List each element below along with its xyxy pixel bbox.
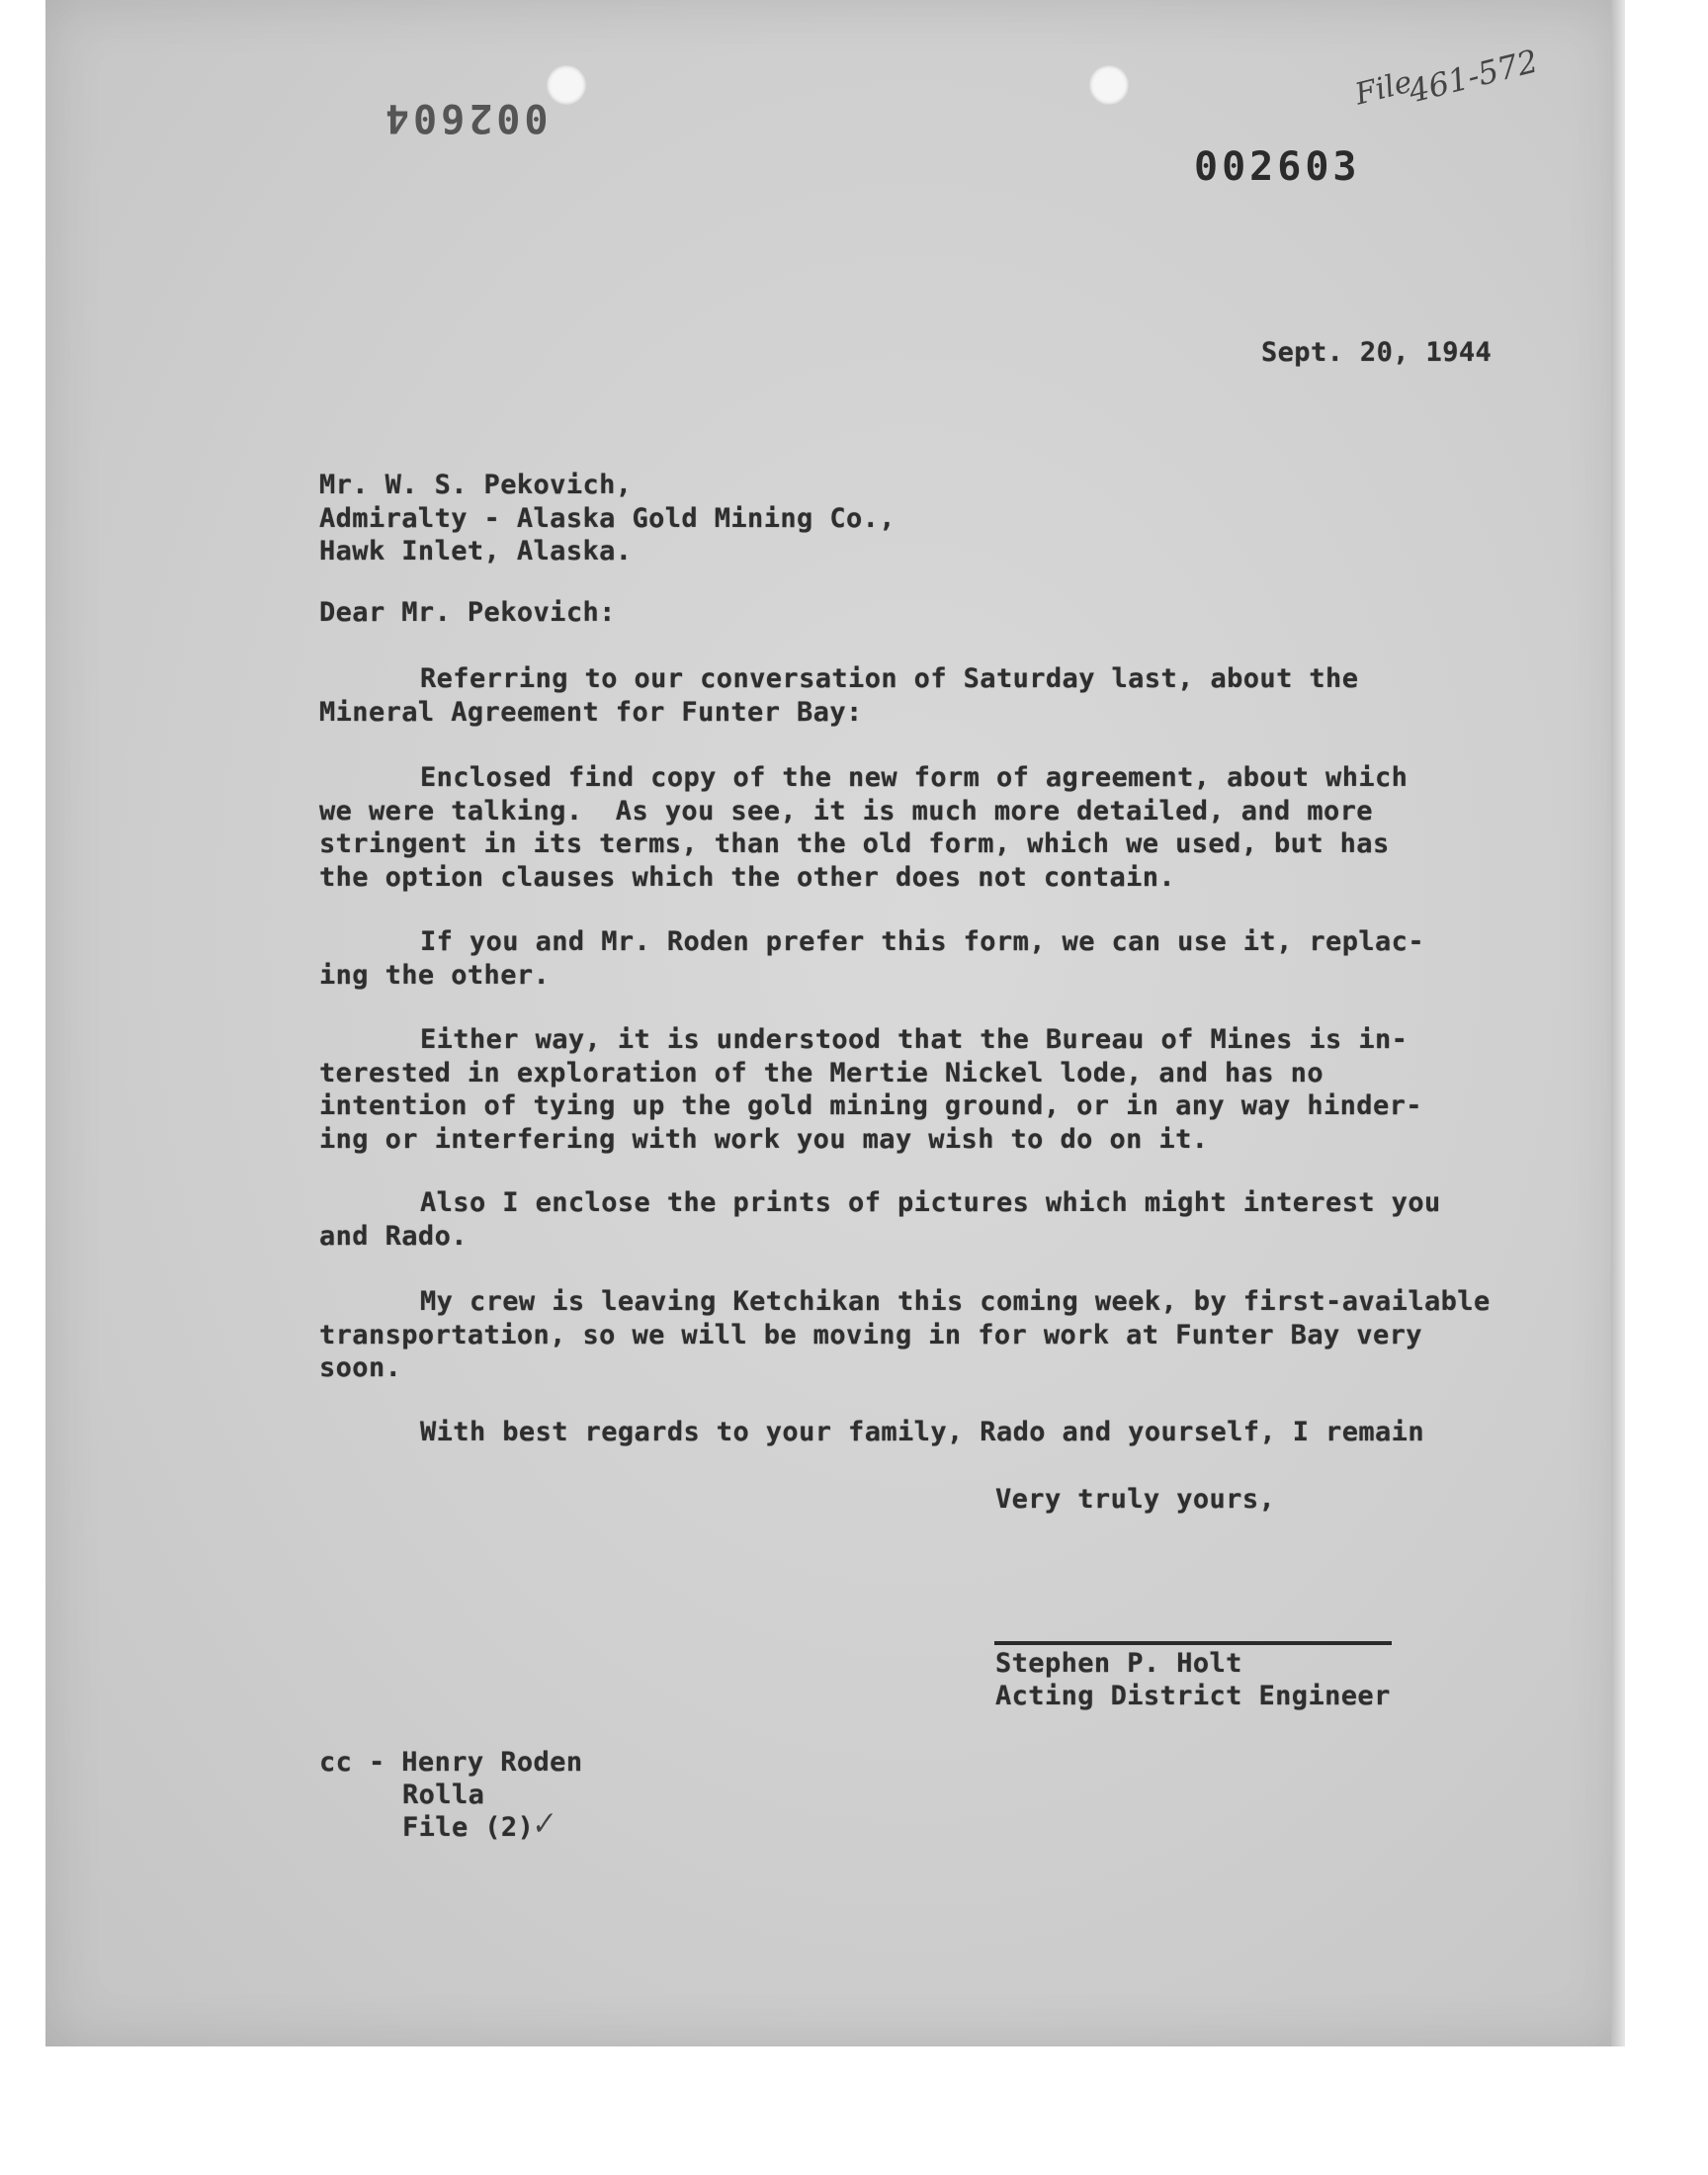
paragraph-line: Also I enclose the prints of pictures which might interest you — [420, 1187, 1441, 1218]
recipient-address — [319, 469, 1505, 568]
recipient-line: Admiralty - Alaska Gold Mining Co., — [319, 502, 896, 534]
paragraph-line: Referring to our conversation of Saturday last, about the — [420, 663, 1359, 694]
document-page — [45, 0, 1623, 2046]
reverse-stamp-number: 002604 — [382, 95, 549, 140]
salutation — [319, 596, 1505, 630]
paragraph-line: Mineral Agreement for Funter Bay: — [319, 696, 863, 728]
stamp-number: 002603 — [1194, 144, 1361, 190]
punch-hole-left — [547, 65, 586, 105]
paragraph-1 — [319, 662, 1505, 729]
paragraph-line: terested in exploration of the Mertie Nickel lode, and has no — [319, 1057, 1324, 1088]
handwritten-file-label: File — [1351, 64, 1416, 113]
letter-date: Sept. 20, 1944 — [1261, 337, 1493, 368]
paragraph-line: we were talking. As you see, it is much more detailed, and more — [319, 795, 1373, 826]
salutation-text: Dear Mr. Pekovich: — [319, 597, 616, 628]
checkmark-icon: ✓ — [527, 1805, 557, 1844]
paragraph-line: With best regards to your family, Rado and yourself, I remain — [420, 1417, 1424, 1447]
paragraph-7 — [319, 1416, 1505, 1449]
paragraph-line: stringent in its terms, than the old form, which we used, but has — [319, 828, 1390, 859]
handwritten-file-number: 461-572 — [1405, 42, 1542, 111]
paragraph-line: If you and Mr. Roden prefer this form, we can use it, replac- — [420, 926, 1424, 957]
paragraph-line: soon. — [319, 1352, 402, 1383]
paragraph-3 — [319, 925, 1505, 992]
recipient-line: Mr. W. S. Pekovich, — [319, 470, 633, 500]
signer-name: Stephen P. Holt — [995, 1648, 1242, 1679]
paragraph-line: Either way, it is understood that the Bureau of Mines is in- — [420, 1024, 1409, 1055]
paragraph-line: intention of tying up the gold mining ground, or in any way hinder- — [319, 1090, 1422, 1121]
paragraph-4 — [319, 1023, 1505, 1156]
recipient-line: Hawk Inlet, Alaska. — [319, 536, 633, 566]
paragraph-line: and Rado. — [319, 1220, 468, 1252]
paragraph-6 — [319, 1285, 1505, 1385]
signature-line — [994, 1641, 1392, 1645]
paragraph-5 — [319, 1186, 1505, 1253]
paragraph-line: ing the other. — [319, 959, 551, 991]
page-edge — [1611, 0, 1625, 2046]
paragraph-2 — [319, 761, 1505, 894]
cc-line: File (2) — [402, 1812, 535, 1843]
paragraph-line: Enclosed find copy of the new form of agreement, about which — [420, 762, 1409, 793]
paragraph-line: the option clauses which the other does not contain. — [319, 861, 1176, 893]
punch-hole-right — [1089, 65, 1129, 105]
cc-line: Rolla — [402, 1780, 485, 1810]
paragraph-line: My crew is leaving Ketchikan this coming week, by first-available — [420, 1286, 1491, 1317]
paragraph-line: ing or interfering with work you may wish to do on it. — [319, 1123, 1209, 1155]
closing: Very truly yours, — [995, 1484, 1276, 1515]
cc-first-line: cc - Henry Roden — [319, 1747, 583, 1778]
paragraph-line: transportation, so we will be moving in for work at Funter Bay very — [319, 1319, 1422, 1350]
signer-title: Acting District Engineer — [995, 1681, 1391, 1711]
